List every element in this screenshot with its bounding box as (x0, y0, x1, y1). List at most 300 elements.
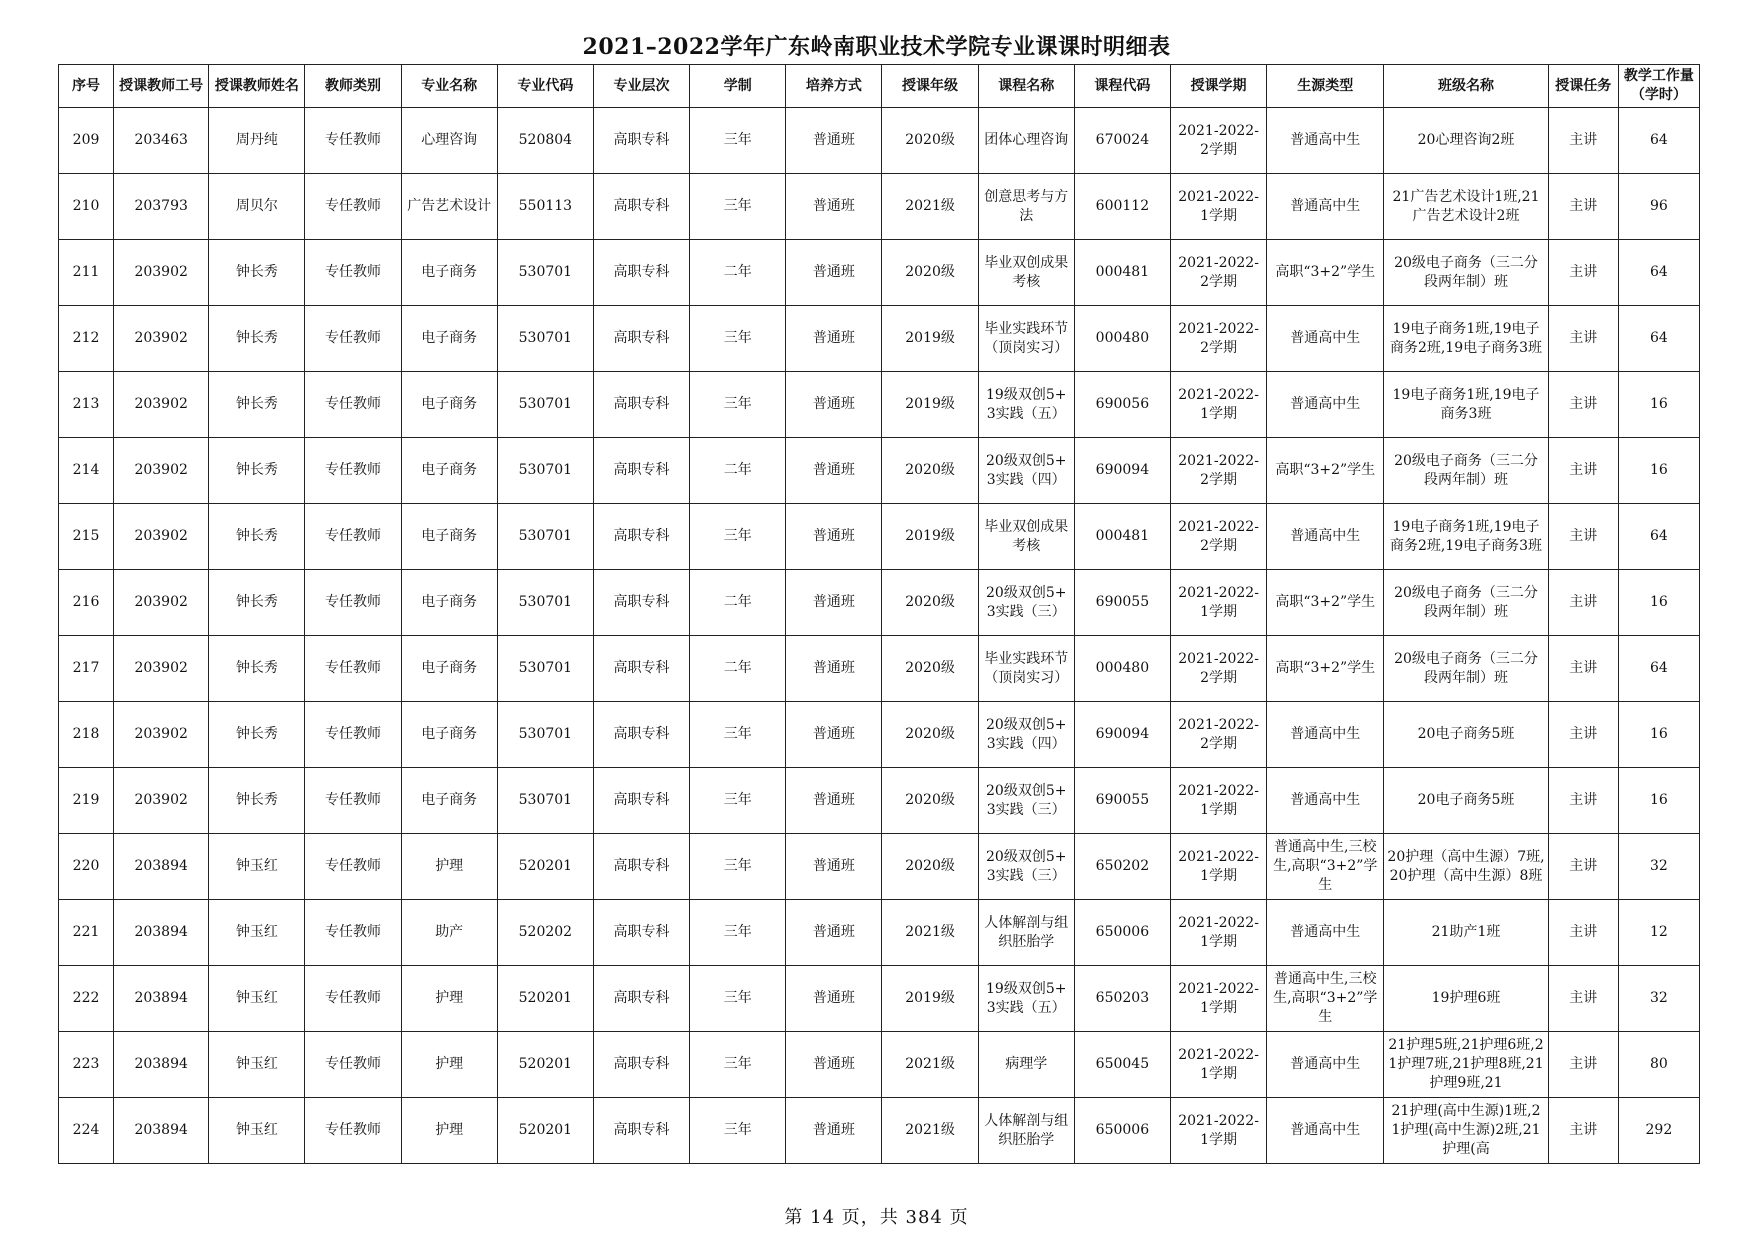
cell-text: 主讲 (1569, 264, 1598, 280)
table-cell (882, 834, 978, 900)
cell-text: 电子商务 (421, 396, 478, 412)
table-cell (1267, 504, 1384, 570)
cell-text: 203902 (134, 792, 188, 808)
cell-text: 2021-2022-1学期 (1178, 980, 1259, 1016)
table-cell (978, 834, 1074, 900)
cell-text: 普通高中生 (1290, 1122, 1361, 1138)
table-cell (497, 702, 593, 768)
table-cell (1170, 108, 1266, 174)
table-cell (59, 966, 114, 1032)
cell-text: 专任教师 (325, 924, 382, 940)
cell-text: 三年 (723, 198, 752, 214)
cell-text: 203902 (134, 462, 188, 478)
cell-text: 530701 (518, 330, 573, 346)
cell-text: 530701 (518, 396, 573, 412)
table-cell (209, 174, 305, 240)
table-cell (882, 504, 978, 570)
cell-text: 520202 (518, 924, 573, 940)
column-header: 专业层次 (593, 65, 689, 108)
table-cell (690, 438, 786, 504)
table-cell (305, 372, 401, 438)
table-cell (786, 834, 882, 900)
cell-text: 530701 (518, 726, 573, 742)
column-header: 授课学期 (1170, 65, 1266, 108)
table-cell (209, 570, 305, 636)
cell-text: 203894 (134, 990, 188, 1006)
table-cell (1384, 834, 1548, 900)
table-cell (209, 372, 305, 438)
table-cell (690, 834, 786, 900)
table-cell (1074, 834, 1170, 900)
table-cell (114, 108, 209, 174)
column-header: 授课年级 (882, 65, 978, 108)
cell-text: 530701 (518, 264, 573, 280)
cell-text: 普通高中生 (1290, 792, 1361, 808)
table-cell (401, 174, 497, 240)
cell-text: 三年 (723, 1056, 752, 1072)
cell-text: 690055 (1095, 594, 1150, 610)
cell-text: 护理 (435, 990, 464, 1006)
cell-text: 2019级 (905, 528, 955, 544)
cell-text: 203463 (134, 132, 188, 148)
table-cell (1170, 372, 1266, 438)
table-cell (305, 438, 401, 504)
cell-text: 64 (1649, 330, 1668, 346)
cell-text: 高职专科 (613, 396, 670, 412)
cell-text: 530701 (518, 462, 573, 478)
cell-text: 护理 (435, 1056, 464, 1072)
table-row (59, 372, 1700, 438)
cell-text: 2020级 (905, 132, 955, 148)
table-cell (1267, 174, 1384, 240)
column-header: 学制 (690, 65, 786, 108)
cell-text: 16 (1649, 726, 1668, 742)
cell-text: 创意思考与方法 (984, 188, 1069, 224)
table-cell (1384, 1032, 1548, 1098)
table-cell (1170, 306, 1266, 372)
table-cell (209, 1098, 305, 1164)
table-cell (786, 240, 882, 306)
table-cell (59, 504, 114, 570)
cell-text: 护理 (435, 1122, 464, 1138)
cell-text: 19电子商务1班,19电子商务3班 (1392, 386, 1540, 422)
table-cell (1267, 702, 1384, 768)
table-cell (1074, 702, 1170, 768)
cell-text: 高职专科 (613, 594, 670, 610)
cell-text: 毕业双创成果考核 (984, 254, 1069, 290)
table-cell (1548, 306, 1618, 372)
table-cell (401, 240, 497, 306)
cell-text: 普通班 (812, 924, 855, 940)
cell-text: 主讲 (1569, 330, 1598, 346)
table-cell (497, 768, 593, 834)
table-cell (497, 1098, 593, 1164)
table-cell (305, 570, 401, 636)
table-cell (978, 240, 1074, 306)
cell-text: 20级电子商务（三二分段两年制）班 (1394, 650, 1538, 686)
table-cell (1384, 438, 1548, 504)
cell-text: 2021-2022-1学期 (1178, 584, 1259, 620)
table-cell (593, 1032, 689, 1098)
table-cell (209, 504, 305, 570)
table-cell (209, 768, 305, 834)
column-header: 授课任务 (1548, 65, 1618, 108)
cell-text: 普通班 (812, 462, 855, 478)
table-cell (305, 1098, 401, 1164)
table-cell (1548, 768, 1618, 834)
table-cell (1170, 174, 1266, 240)
table-cell (59, 306, 114, 372)
cell-text: 普通班 (812, 792, 855, 808)
table-row (59, 834, 1700, 900)
cell-text: 高职“3+2”学生 (1275, 594, 1376, 610)
table-cell (786, 438, 882, 504)
cell-text: 2019级 (905, 396, 955, 412)
table-cell (1548, 174, 1618, 240)
table-cell (1074, 372, 1170, 438)
cell-text: 213 (72, 396, 100, 412)
cell-text: 520201 (518, 990, 573, 1006)
cell-text: 二年 (723, 462, 752, 478)
cell-text: 护理 (435, 858, 464, 874)
table-cell (786, 108, 882, 174)
table-cell (786, 966, 882, 1032)
table-cell (1170, 702, 1266, 768)
table-cell (1618, 372, 1699, 438)
table-cell (690, 636, 786, 702)
table-cell (786, 636, 882, 702)
table-cell (1267, 306, 1384, 372)
table-cell (1267, 570, 1384, 636)
table-cell (978, 636, 1074, 702)
table-cell (114, 636, 209, 702)
table-cell (114, 240, 209, 306)
cell-text: 210 (72, 198, 100, 214)
cell-text: 21广告艺术设计1班,21广告艺术设计2班 (1392, 188, 1540, 224)
table-cell (786, 570, 882, 636)
table-cell (209, 636, 305, 702)
cell-text: 2021-2022-2学期 (1178, 254, 1259, 290)
table-cell (1267, 108, 1384, 174)
table-cell (209, 108, 305, 174)
cell-text: 80 (1649, 1056, 1668, 1072)
cell-text: 21护理(高中生源)1班,21护理(高中生源)2班,21护理(高 (1391, 1103, 1541, 1157)
cell-text: 2021级 (905, 1056, 955, 1072)
cell-text: 普通班 (812, 132, 855, 148)
cell-text: 团体心理咨询 (984, 132, 1069, 148)
table-cell (1384, 900, 1548, 966)
cell-text: 主讲 (1569, 1056, 1598, 1072)
table-row (59, 240, 1700, 306)
cell-text: 211 (72, 264, 100, 280)
cell-text: 钟玉红 (235, 990, 278, 1006)
table-cell (114, 174, 209, 240)
table-cell (786, 702, 882, 768)
cell-text: 520201 (518, 858, 573, 874)
table-cell (1618, 966, 1699, 1032)
cell-text: 000480 (1095, 660, 1150, 676)
cell-text: 高职专科 (613, 132, 670, 148)
cell-text: 209 (72, 132, 100, 148)
table-cell (209, 306, 305, 372)
column-header: 专业名称 (401, 65, 497, 108)
table-cell (305, 1032, 401, 1098)
table-cell (882, 306, 978, 372)
table-cell (305, 966, 401, 1032)
cell-text: 20级双创5+3实践（三） (986, 584, 1067, 620)
table-cell (114, 306, 209, 372)
cell-text: 690094 (1095, 726, 1150, 742)
table-cell (209, 438, 305, 504)
cell-text: 19护理6班 (1431, 990, 1501, 1006)
cell-text: 20心理咨询2班 (1417, 132, 1515, 148)
table-cell (1618, 702, 1699, 768)
table-cell (690, 240, 786, 306)
table-cell (59, 1098, 114, 1164)
cell-text: 64 (1649, 660, 1668, 676)
table-cell (1618, 636, 1699, 702)
cell-text: 普通高中生 (1290, 726, 1361, 742)
cell-text: 203894 (134, 1122, 188, 1138)
cell-text: 2021-2022-1学期 (1178, 386, 1259, 422)
table-cell (497, 108, 593, 174)
table-cell (1384, 636, 1548, 702)
cell-text: 主讲 (1569, 462, 1598, 478)
cell-text: 钟长秀 (235, 528, 278, 544)
cell-text: 20级双创5+3实践（四） (986, 452, 1067, 488)
table-cell (690, 306, 786, 372)
table-cell (1548, 834, 1618, 900)
cell-text: 650006 (1095, 1122, 1150, 1138)
table-cell (209, 702, 305, 768)
cell-text: 650045 (1095, 1056, 1150, 1072)
table-cell (593, 702, 689, 768)
table-cell (786, 306, 882, 372)
table-cell (305, 306, 401, 372)
cell-text: 专任教师 (325, 396, 382, 412)
cell-text: 216 (72, 594, 100, 610)
table-cell (114, 702, 209, 768)
table-cell (593, 174, 689, 240)
table-cell (1267, 438, 1384, 504)
cell-text: 20级双创5+3实践（三） (986, 848, 1067, 884)
cell-text: 2021-2022-2学期 (1178, 320, 1259, 356)
cell-text: 周丹纯 (235, 132, 278, 148)
table-cell (305, 768, 401, 834)
cell-text: 钟长秀 (235, 330, 278, 346)
cell-text: 高职专科 (613, 462, 670, 478)
cell-text: 220 (72, 858, 100, 874)
cell-text: 203902 (134, 396, 188, 412)
column-header: 班级名称 (1384, 65, 1548, 108)
cell-text: 550113 (518, 198, 573, 214)
cell-text: 普通高中生 (1290, 132, 1361, 148)
table-cell (1170, 504, 1266, 570)
cell-text: 普通班 (812, 1056, 855, 1072)
cell-text: 专任教师 (325, 858, 382, 874)
cell-text: 20级双创5+3实践（三） (986, 782, 1067, 818)
cell-text: 高职专科 (613, 1122, 670, 1138)
cell-text: 电子商务 (421, 660, 478, 676)
cell-text: 214 (72, 462, 100, 478)
table-cell (497, 438, 593, 504)
table-row (59, 966, 1700, 1032)
cell-text: 16 (1649, 792, 1668, 808)
cell-text: 000481 (1095, 528, 1150, 544)
cell-text: 钟长秀 (235, 594, 278, 610)
table-cell (786, 504, 882, 570)
cell-text: 电子商务 (421, 330, 478, 346)
cell-text: 高职专科 (613, 924, 670, 940)
table-cell (1618, 1098, 1699, 1164)
column-header: 授课教师工号 (114, 65, 209, 108)
table-cell (882, 570, 978, 636)
table-cell (59, 108, 114, 174)
cell-text: 2021-2022-1学期 (1178, 1046, 1259, 1082)
cell-text: 三年 (723, 858, 752, 874)
cell-text: 530701 (518, 528, 573, 544)
table-cell (1618, 1032, 1699, 1098)
column-header: 生源类型 (1267, 65, 1384, 108)
table-cell (59, 900, 114, 966)
cell-text: 2020级 (905, 660, 955, 676)
table-cell (114, 1032, 209, 1098)
cell-text: 三年 (723, 924, 752, 940)
table-cell (593, 900, 689, 966)
table-row (59, 108, 1700, 174)
table-cell (497, 306, 593, 372)
table-cell (1074, 966, 1170, 1032)
table-cell (593, 438, 689, 504)
table-cell (1267, 966, 1384, 1032)
cell-text: 高职专科 (613, 726, 670, 742)
table-cell (1548, 702, 1618, 768)
cell-text: 650006 (1095, 924, 1150, 940)
cell-text: 普通班 (812, 1122, 855, 1138)
table-cell (1384, 768, 1548, 834)
table-cell (978, 702, 1074, 768)
cell-text: 64 (1649, 264, 1668, 280)
column-header: 序号 (59, 65, 114, 108)
table-cell (1384, 504, 1548, 570)
cell-text: 224 (72, 1122, 100, 1138)
cell-text: 钟长秀 (235, 462, 278, 478)
table-cell (59, 834, 114, 900)
cell-text: 主讲 (1569, 660, 1598, 676)
cell-text: 专任教师 (325, 132, 382, 148)
table-cell (1384, 702, 1548, 768)
table-cell (593, 372, 689, 438)
table-cell (1618, 834, 1699, 900)
table-cell (305, 834, 401, 900)
table-cell (1548, 966, 1618, 1032)
cell-text: 普通班 (812, 660, 855, 676)
cell-text: 专任教师 (325, 528, 382, 544)
table-cell (305, 108, 401, 174)
cell-text: 530701 (518, 792, 573, 808)
cell-text: 高职专科 (613, 330, 670, 346)
cell-text: 2020级 (905, 858, 955, 874)
table-cell (593, 306, 689, 372)
cell-text: 2021-2022-2学期 (1178, 716, 1259, 752)
cell-text: 2019级 (905, 330, 955, 346)
table-cell (1074, 240, 1170, 306)
table-cell (497, 966, 593, 1032)
table-cell (593, 834, 689, 900)
cell-text: 690094 (1095, 462, 1150, 478)
table-cell (786, 372, 882, 438)
table-cell (978, 768, 1074, 834)
table-cell (978, 504, 1074, 570)
table-cell (401, 702, 497, 768)
table-cell (1074, 570, 1170, 636)
cell-text: 203902 (134, 528, 188, 544)
table-cell (1618, 570, 1699, 636)
cell-text: 专任教师 (325, 198, 382, 214)
table-cell (1170, 570, 1266, 636)
cell-text: 周贝尔 (235, 198, 278, 214)
cell-text: 二年 (723, 660, 752, 676)
cell-text: 三年 (723, 396, 752, 412)
table-cell (1384, 240, 1548, 306)
table-cell (1074, 1032, 1170, 1098)
table-cell (209, 900, 305, 966)
table-cell (593, 636, 689, 702)
cell-text: 钟长秀 (235, 396, 278, 412)
cell-text: 钟玉红 (235, 1056, 278, 1072)
cell-text: 600112 (1095, 198, 1150, 214)
cell-text: 普通高中生 (1290, 528, 1361, 544)
table-cell (401, 1032, 497, 1098)
table-cell (978, 108, 1074, 174)
column-header: 教学工作量（学时） (1618, 65, 1699, 108)
table-row (59, 768, 1700, 834)
cell-text: 专任教师 (325, 1056, 382, 1072)
cell-text: 2020级 (905, 792, 955, 808)
table-cell (593, 966, 689, 1032)
table-cell (401, 570, 497, 636)
cell-text: 高职专科 (613, 792, 670, 808)
table-cell (1267, 768, 1384, 834)
table-cell (1548, 438, 1618, 504)
cell-text: 19级双创5+3实践（五） (986, 386, 1067, 422)
table-header-row (59, 65, 1700, 108)
table-cell (1548, 240, 1618, 306)
table-cell (114, 570, 209, 636)
cell-text: 主讲 (1569, 528, 1598, 544)
table-cell (59, 702, 114, 768)
cell-text: 毕业双创成果考核 (984, 518, 1069, 554)
cell-text: 电子商务 (421, 792, 478, 808)
table-cell (1384, 966, 1548, 1032)
course-hours-table (58, 64, 1700, 1164)
table-cell (1267, 900, 1384, 966)
cell-text: 电子商务 (421, 462, 478, 478)
cell-text: 普通班 (812, 396, 855, 412)
table-cell (1618, 900, 1699, 966)
cell-text: 专任教师 (325, 594, 382, 610)
page-footer: 第 14 页，共 384 页 (784, 1207, 969, 1228)
table-cell (59, 570, 114, 636)
cell-text: 钟玉红 (235, 924, 278, 940)
table-row (59, 1032, 1700, 1098)
table-cell (690, 1098, 786, 1164)
table-cell (1548, 900, 1618, 966)
table-cell (59, 1032, 114, 1098)
table-row (59, 570, 1700, 636)
cell-text: 主讲 (1569, 990, 1598, 1006)
table-cell (401, 108, 497, 174)
